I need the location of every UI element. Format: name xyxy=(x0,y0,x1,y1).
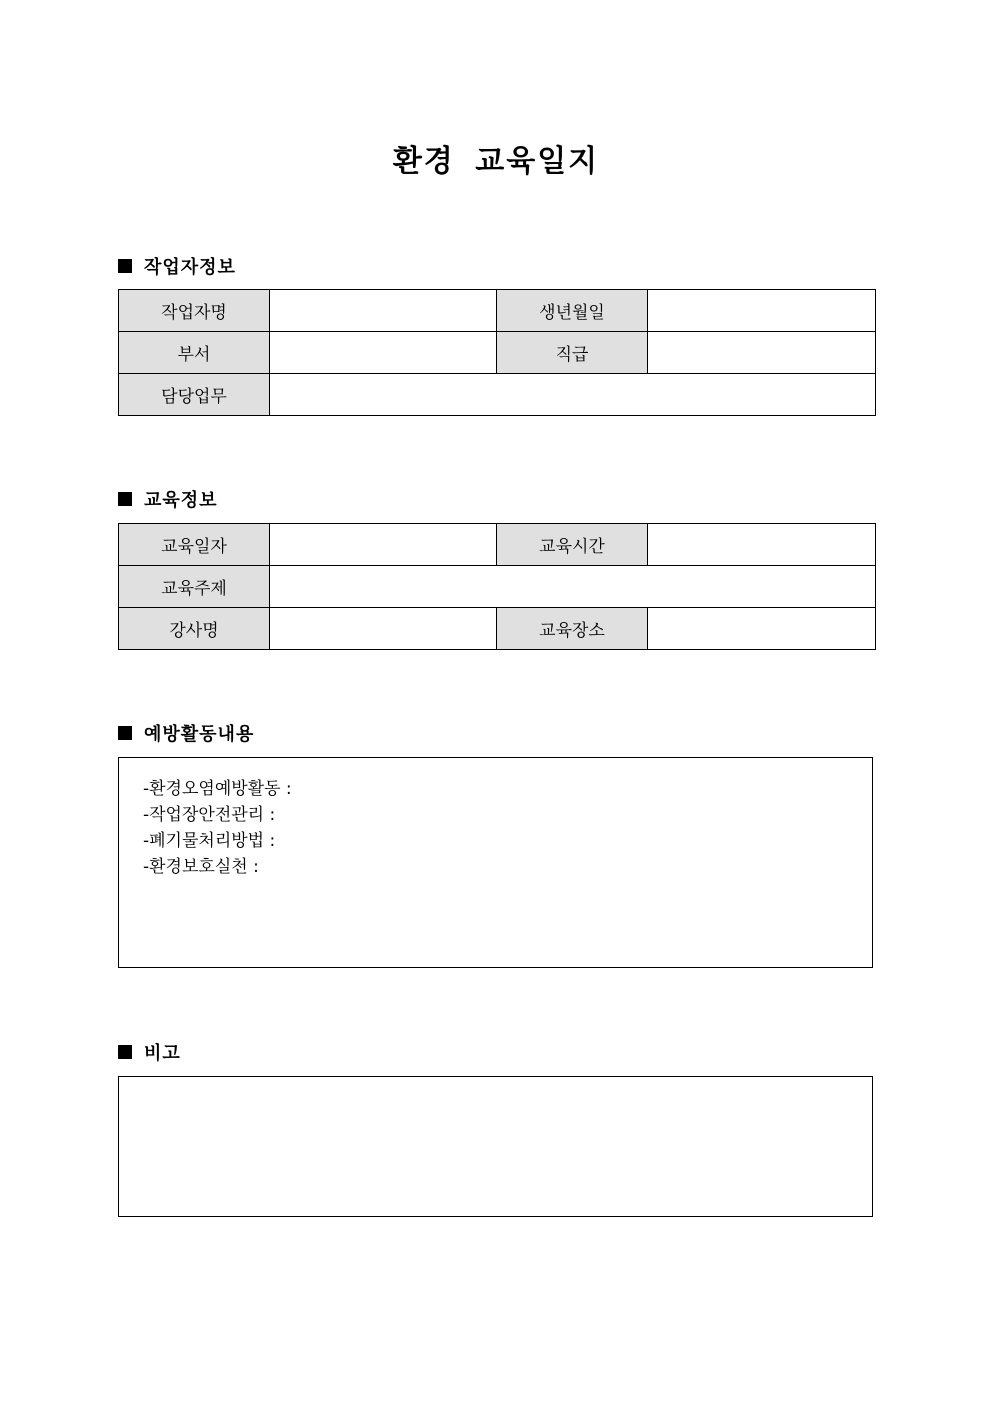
table-row xyxy=(119,524,876,566)
remarks-content-box[interactable] xyxy=(118,1076,873,1217)
table-row xyxy=(119,566,876,608)
position-field[interactable] xyxy=(648,332,876,374)
section-heading-label: 예방활동내용 xyxy=(144,724,255,745)
label-duties: 담당업무 xyxy=(119,374,270,416)
section-heading-worker xyxy=(118,253,236,279)
worker-name-field[interactable] xyxy=(270,290,497,332)
label-position: 직급 xyxy=(497,332,648,374)
section-heading-remarks xyxy=(118,1039,181,1065)
prevention-line-waste: -폐기물처리방법 : xyxy=(143,831,276,851)
worker-info-table xyxy=(118,289,876,416)
education-place-field[interactable] xyxy=(648,608,876,650)
label-education-topic: 교육주제 xyxy=(119,566,270,608)
document-title: 환경 교육일지 xyxy=(392,144,600,179)
label-education-place: 교육장소 xyxy=(497,608,648,650)
label-worker-name: 작업자명 xyxy=(119,290,270,332)
square-bullet-icon xyxy=(118,259,132,273)
table-row xyxy=(119,332,876,374)
section-heading-education xyxy=(118,486,218,512)
prevention-line-safety: -작업장안전관리 : xyxy=(143,805,276,825)
education-topic-field[interactable] xyxy=(270,566,876,608)
square-bullet-icon xyxy=(118,1045,132,1059)
department-field[interactable] xyxy=(270,332,497,374)
education-info-table xyxy=(118,523,876,650)
education-time-field[interactable] xyxy=(648,524,876,566)
duties-field[interactable] xyxy=(270,374,876,416)
table-row xyxy=(119,608,876,650)
section-heading-label: 작업자정보 xyxy=(144,257,236,278)
table-row xyxy=(119,374,876,416)
label-education-date: 교육일자 xyxy=(119,524,270,566)
section-heading-label: 교육정보 xyxy=(144,490,218,511)
prevention-line-protection: -환경보호실천 : xyxy=(143,857,259,877)
label-education-time: 교육시간 xyxy=(497,524,648,566)
education-date-field[interactable] xyxy=(270,524,497,566)
label-department: 부서 xyxy=(119,332,270,374)
square-bullet-icon xyxy=(118,726,132,740)
label-birth-date: 생년월일 xyxy=(497,290,648,332)
section-heading-label: 비고 xyxy=(144,1043,181,1064)
table-row xyxy=(119,290,876,332)
section-heading-prevention xyxy=(118,720,254,746)
square-bullet-icon xyxy=(118,492,132,506)
instructor-field[interactable] xyxy=(270,608,497,650)
label-instructor: 강사명 xyxy=(119,608,270,650)
prevention-content-box[interactable] xyxy=(118,757,873,968)
birth-date-field[interactable] xyxy=(648,290,876,332)
prevention-line-pollution: -환경오염예방활동 : xyxy=(143,779,292,799)
